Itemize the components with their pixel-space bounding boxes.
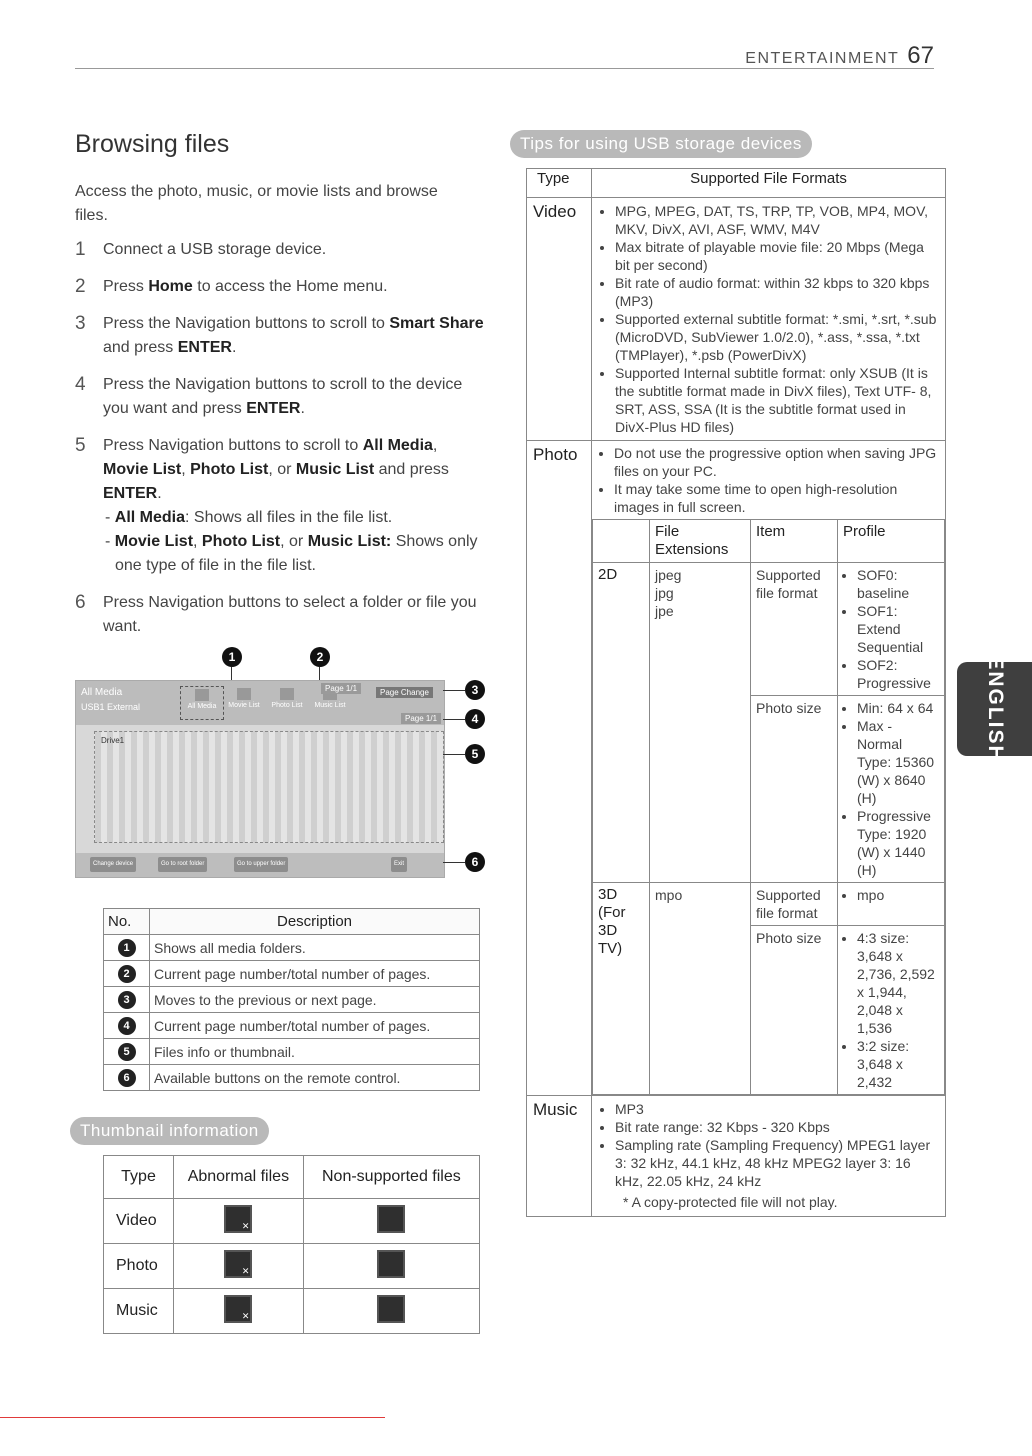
- footer-rule: [0, 1417, 385, 1418]
- tab-label: Movie List: [228, 702, 260, 709]
- list-item: • Sampling rate (Sampling Frequency) MPEG1 layer 3: 32 kHz, 44.1 kHz, 48 kHz MPEG2 layer 3: 16 kHz, 22.05 kHz, 24 kHz: [615, 1136, 940, 1190]
- col-header-type: Type: [527, 169, 592, 198]
- step-text: and press: [374, 461, 449, 478]
- step-text: ,: [181, 461, 191, 478]
- col-header-no: No.: [104, 909, 150, 935]
- photo-spec-table: [592, 519, 945, 1095]
- step-number: 3: [75, 313, 86, 334]
- list-item: • 3:2 size: 3,648 x 2,432: [857, 1037, 939, 1091]
- step-keyword: ENTER: [103, 485, 158, 502]
- col-header-abnormal: Abnormal files: [174, 1156, 304, 1199]
- step-number: 6: [75, 592, 86, 613]
- step-number: 1: [75, 239, 86, 260]
- table-row: [104, 1244, 480, 1289]
- upper-folder-button[interactable]: Go to upper folder: [234, 857, 288, 872]
- step: [75, 238, 485, 262]
- photo-icon: [280, 688, 294, 700]
- step-text: to access the Home menu.: [192, 278, 388, 295]
- thumbnail-table: [103, 1155, 480, 1334]
- page-change-button[interactable]: Page Change: [376, 687, 433, 698]
- music-formats-list: [593, 1097, 944, 1193]
- table-row: [104, 1199, 480, 1244]
- marker-2: 2: [310, 647, 330, 667]
- list-item: • 4:3 size: 3,648 x 2,736, 2,592 x 1,944, 2,048 x 1,536: [857, 929, 939, 1037]
- step-keyword: ENTER: [246, 400, 301, 417]
- photo-notes-list: [592, 441, 945, 519]
- step: [75, 591, 485, 639]
- table-row: [104, 1039, 480, 1065]
- item-cell: Photo size: [751, 926, 838, 1095]
- type-label: Photo: [104, 1244, 174, 1289]
- step-text: Press the Navigation buttons to scroll to the device you want and press: [103, 376, 463, 417]
- marker-3: 3: [465, 680, 485, 700]
- col-header-description: Description: [150, 909, 480, 935]
- music-note: * A copy-protected file will not play.: [623, 1194, 838, 1210]
- list-item: • Progressive Type: 1920 (W) x 1440 (H): [857, 807, 939, 879]
- tips-heading: Tips for using USB storage devices: [510, 130, 812, 158]
- table-row: [104, 935, 480, 961]
- step-text: , or: [280, 533, 308, 550]
- folder-icon: [195, 689, 209, 701]
- movie-icon: [237, 688, 251, 700]
- extensions-cell: [650, 563, 751, 883]
- step-keyword: Photo List: [201, 533, 281, 550]
- marker-4: 4: [465, 709, 485, 729]
- step-number: 5: [75, 435, 86, 456]
- step-text: Press: [103, 278, 149, 295]
- step: [75, 275, 485, 299]
- step-text: ,: [432, 437, 438, 454]
- list-item: • Max - Normal Type: 15360 (W) x 8640 (H): [857, 717, 939, 807]
- dim-label: 3D (For 3D TV): [593, 883, 650, 1095]
- list-item: • Do not use the progressive option when saving JPG files on your PC.: [614, 444, 941, 480]
- list-item: • SOF1: Extend Sequential: [857, 602, 939, 656]
- table-row: [593, 883, 945, 926]
- row-number: 4: [118, 1017, 136, 1035]
- formats-table: [526, 168, 946, 1217]
- list-item: • Supported Internal subtitle format: only XSUB (It is the subtitle format made in DivX files), Text UTF- 8, SRT, ASS, SSA (It is the subtitle format used in DivX-Plus HD files): [615, 364, 940, 436]
- photo-unsupported-icon: [377, 1250, 405, 1278]
- step-text: Press Navigation buttons to scroll to: [103, 437, 363, 454]
- photo-error-icon: [224, 1250, 252, 1278]
- list-item: • Min: 64 x 64: [857, 699, 939, 717]
- type-label: Video: [527, 198, 592, 441]
- marker-6: 6: [465, 852, 485, 872]
- step-keyword: Movie List: [103, 461, 182, 478]
- tab-all-media[interactable]: [180, 686, 224, 720]
- step-text: Press Navigation buttons to select a folder or file you want.: [103, 594, 477, 635]
- smart-share-screen: [75, 680, 445, 878]
- section-heading: Browsing files: [75, 130, 230, 158]
- list-item: • MP3: [615, 1100, 940, 1118]
- tab-label: Music List: [314, 702, 346, 709]
- sidebar-title: All Media: [81, 687, 123, 698]
- list-item: • mpo: [857, 886, 939, 904]
- step-text: .: [231, 339, 237, 356]
- profile-list: [843, 929, 939, 1091]
- exit-button[interactable]: Exit: [391, 857, 407, 872]
- type-label: Video: [104, 1199, 174, 1244]
- extension: jpg: [655, 585, 674, 601]
- list-item: • SOF2: Progressive: [857, 656, 939, 692]
- step-text: Shows only one type of file in the file list.: [115, 533, 478, 574]
- list-item: • Supported external subtitle format: *.smi, *.srt, *.sub (MicroDVD, SubViewer 1.0/2.0), *.ass, *.ssa, *.txt (TMPlayer), *.psb (PowerDivX): [615, 310, 940, 364]
- item-cell: Photo size: [751, 696, 838, 883]
- step-keyword: All Media: [362, 437, 433, 454]
- row-number: 3: [118, 991, 136, 1009]
- step-keyword: Movie List: [114, 533, 194, 550]
- step-subitem: - All Media: Shows all files in the file list.: [105, 509, 393, 526]
- music-error-icon: [224, 1295, 252, 1323]
- col-header-profile: Profile: [838, 520, 945, 563]
- row-number: 5: [118, 1043, 136, 1061]
- root-folder-button[interactable]: Go to root folder: [158, 857, 207, 872]
- extension: jpe: [655, 603, 674, 619]
- language-label: ENGLISH: [983, 655, 1007, 763]
- step-keyword: Music List:: [307, 533, 392, 550]
- col-header-extensions: File Extensions: [650, 520, 751, 563]
- profile-list: [843, 699, 939, 879]
- step: [75, 373, 485, 421]
- marker-5: 5: [465, 744, 485, 764]
- table-row: [104, 1013, 480, 1039]
- list-item: • MPG, MPEG, DAT, TS, TRP, TP, VOB, MP4, MOV, MKV, DivX, AVI, ASF, WMV, M4V: [615, 202, 940, 238]
- device-label: USB1 External: [81, 702, 141, 712]
- col-header-type: Type: [104, 1156, 174, 1199]
- tab-photo-list[interactable]: [266, 686, 308, 718]
- col-header-formats: Supported File Formats: [592, 169, 946, 198]
- list-item: • Bit rate of audio format: within 32 kbps to 320 kbps (MP3): [615, 274, 940, 310]
- step-number: 4: [75, 374, 86, 395]
- step-keyword: Smart Share: [389, 315, 484, 332]
- table-row: [104, 987, 480, 1013]
- table-row: [593, 563, 945, 696]
- item-cell: Supported file format: [751, 563, 838, 696]
- extension: jpeg: [655, 567, 682, 583]
- type-label: Photo: [527, 441, 592, 1096]
- leader-line: [443, 690, 465, 691]
- step-text: Press the Navigation buttons to scroll to: [103, 315, 390, 332]
- dim-label: 2D: [593, 563, 650, 883]
- page-indicator-right: Page 1/1: [401, 713, 441, 724]
- step-text: Connect a USB storage device.: [103, 241, 327, 258]
- leader-line: [443, 754, 465, 755]
- photo-row: [527, 441, 946, 1096]
- row-number: 6: [118, 1069, 136, 1087]
- marker-1: 1: [222, 647, 242, 667]
- type-label: Music: [104, 1289, 174, 1334]
- video-unsupported-icon: [377, 1205, 405, 1233]
- tab-label: All Media: [187, 703, 217, 710]
- profile-list: [843, 886, 939, 904]
- button-bar: [76, 853, 444, 877]
- list-item: • Max bitrate of playable movie file: 20 Mbps (Mega bit per second): [615, 238, 940, 274]
- row-description: Shows all media folders.: [150, 935, 480, 961]
- col-header-nonsupported: Non-supported files: [303, 1156, 479, 1199]
- drive-item[interactable]: Drive1: [101, 736, 125, 745]
- row-number: 1: [118, 939, 136, 957]
- page-indicator-top: Page 1/1: [321, 683, 361, 694]
- step-number: 2: [75, 276, 86, 297]
- list-item: • Bit rate range: 32 Kbps - 320 Kbps: [615, 1118, 940, 1136]
- list-item: • It may take some time to open high-resolution images in full screen.: [614, 480, 941, 516]
- thumbnail-heading: Thumbnail information: [70, 1117, 269, 1145]
- row-description: Current page number/total number of pages.: [150, 1013, 480, 1039]
- step-text: and press: [103, 339, 178, 356]
- video-formats-list: [593, 199, 944, 439]
- row-description: Current page number/total number of pages.: [150, 961, 480, 987]
- page-header: [75, 42, 934, 69]
- tab-label: Photo List: [271, 702, 303, 709]
- step: [75, 434, 485, 578]
- list-item: • SOF0: baseline: [857, 566, 939, 602]
- step-keyword: Home: [148, 278, 193, 295]
- video-row: [527, 198, 946, 441]
- step-text: .: [300, 400, 305, 417]
- leader-line: [443, 719, 465, 720]
- row-number: 2: [118, 965, 136, 983]
- col-header-dim: [593, 520, 650, 563]
- step-keyword: All Media: [114, 509, 186, 526]
- step: [75, 312, 485, 360]
- type-label: Music: [527, 1096, 592, 1217]
- steps-list: [75, 238, 485, 652]
- sidebar: [81, 686, 140, 714]
- step-text: .: [157, 485, 162, 502]
- item-cell: Supported file format: [751, 883, 838, 926]
- page-number: 67: [907, 42, 934, 69]
- video-error-icon: [224, 1205, 252, 1233]
- extensions-cell: mpo: [650, 883, 751, 1095]
- table-row: [104, 961, 480, 987]
- step-keyword: Photo List: [190, 461, 269, 478]
- col-header-item: Item: [751, 520, 838, 563]
- step-subitem: - Movie List, Photo List, or Music List: Shows only one type of file in the file list.: [105, 533, 478, 574]
- row-description: Files info or thumbnail.: [150, 1039, 480, 1065]
- intro-text: Access the photo, music, or movie lists and browse files.: [75, 183, 438, 224]
- table-row: [104, 1289, 480, 1334]
- description-table: [103, 908, 480, 1091]
- language-tab: [957, 655, 1032, 763]
- step-keyword: Music List: [295, 461, 375, 478]
- step-text: : Shows all files in the file list.: [185, 509, 393, 526]
- file-area[interactable]: [94, 731, 444, 843]
- tab-movie-list[interactable]: [223, 686, 265, 718]
- profile-list: [843, 566, 939, 692]
- row-description: Moves to the previous or next page.: [150, 987, 480, 1013]
- change-device-button[interactable]: Change device: [90, 857, 136, 872]
- section-title: ENTERTAINMENT: [745, 50, 900, 67]
- table-row: [104, 1065, 480, 1091]
- step-text: , or: [268, 461, 296, 478]
- music-row: [527, 1096, 946, 1217]
- leader-line: [443, 862, 465, 863]
- step-keyword: ENTER: [177, 339, 232, 356]
- step-text: ,: [193, 533, 202, 550]
- music-unsupported-icon: [377, 1295, 405, 1323]
- row-description: Available buttons on the remote control.: [150, 1065, 480, 1091]
